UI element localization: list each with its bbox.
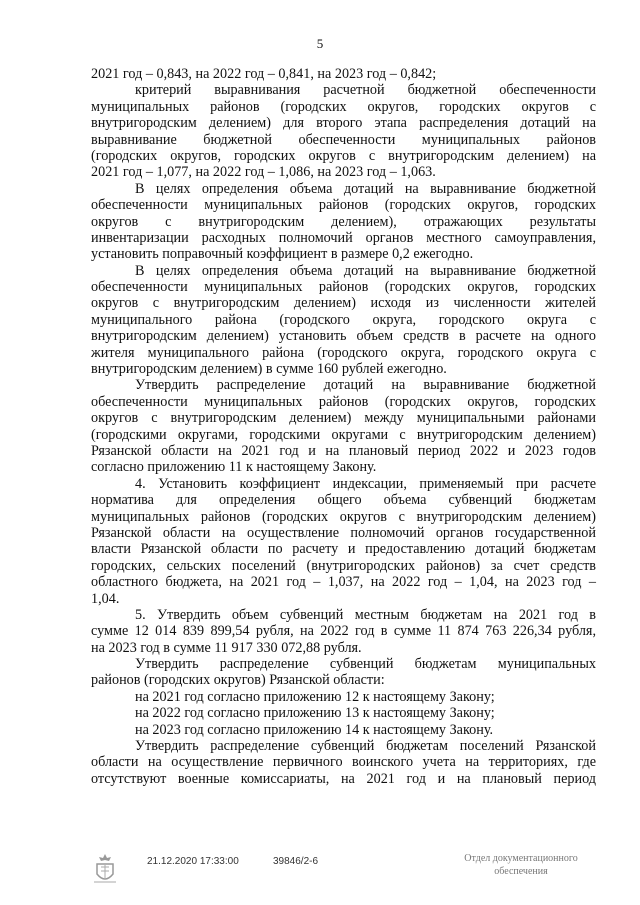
text-line: (городских округов, городских округов с внутригородским делением) на (91, 147, 596, 164)
text-line: В целях определения объема дотаций на выравнивание бюджетной (135, 180, 596, 197)
timestamp: 21.12.2020 17:33:00 (147, 856, 239, 867)
coat-of-arms-icon (92, 852, 118, 886)
text-line: отсутствуют военные комиссариаты, на 2021 год и на плановый период (91, 770, 596, 787)
text-line: городских, сельских поселений (внутригородских районов) за счет средств (91, 557, 596, 574)
text-line: внутригородским делением) установить объем средств в расчете на одного (91, 328, 596, 345)
text-line: (городскими округами, городскими округами с внутригородским делением) (91, 426, 596, 443)
department-stamp-line-1: Отдел документационного (464, 853, 578, 864)
text-line: на 2021 год согласно приложению 12 к настоящему Закону; (135, 688, 495, 705)
text-line: округов с внутригородским делением) исходя из численности жителей (91, 295, 596, 312)
text-line: сумме 12 014 839 899,54 рубля, на 2022 год в сумме 11 874 763 226,34 рубля, (91, 623, 596, 640)
text-line: власти Рязанской области по расчету и предоставлению дотаций бюджетам (91, 541, 596, 558)
text-line: области на осуществление первичного воинского учета на территориях, где (91, 754, 596, 771)
text-line: 2021 год – 0,843, на 2022 год – 0,841, на 2023 год – 0,842; (91, 66, 437, 82)
department-stamp (446, 852, 596, 878)
text-line: внутригородским делением) для второго этапа распределения дотаций на (91, 115, 596, 132)
text-line: обеспеченности муниципальных районов (городских округов, городских (91, 393, 596, 410)
text-line: установить поправочный коэффициент в размере 0,2 ежегодно. (91, 246, 474, 263)
text-line: Утвердить распределение субвенций бюджетам поселений Рязанской (135, 738, 596, 755)
text-line: Рязанской области на 2021 год и на плановый период 2022 и 2023 годов (91, 442, 596, 459)
text-line: согласно приложению 11 к настоящему Закону. (91, 459, 377, 476)
text-line: 4. Установить коэффициент индексации, применяемый при расчете (135, 475, 596, 492)
text-line: обеспеченности муниципальных районов (городских округов, городских (91, 279, 596, 296)
text-line: Рязанской области на осуществление полномочий органов государственной (91, 524, 596, 541)
text-line: выравнивание бюджетной обеспеченности муниципальных районов (91, 131, 596, 148)
text-line: инвентаризации расходных полномочий органов местного самоуправления, (91, 229, 596, 246)
text-line: норматива для определения общего объема субвенций бюджетам (91, 492, 596, 509)
text-line: критерий выравнивания расчетной бюджетной обеспеченности (135, 82, 596, 99)
text-line: на 2023 год в сумме 11 917 330 072,88 рубля. (91, 639, 362, 656)
text-line: В целях определения объема дотаций на выравнивание бюджетной (135, 262, 596, 279)
text-line: внутригородским делением) в сумме 160 рублей ежегодно. (91, 361, 447, 378)
text-line: 1,04. (91, 590, 120, 607)
document-number: 39846/2-6 (273, 856, 319, 867)
text-line: 2021 год – 1,077, на 2022 год – 1,086, на 2023 год – 1,063. (91, 164, 436, 181)
text-line: Утвердить распределение субвенций бюджетам муниципальных (135, 656, 596, 673)
text-line: на 2022 год согласно приложению 13 к настоящему Закону; (135, 705, 495, 722)
text-line: районов (городских округов) Рязанской области: (91, 672, 385, 689)
document-body (91, 66, 596, 787)
text-line: округов с внутригородским делением), отражающих результаты (91, 213, 596, 230)
text-line: муниципальных районов (городских округов, городских округов с (91, 98, 596, 115)
text-line: обеспеченности муниципальных районов (городских округов, городских (91, 197, 596, 214)
text-line: на 2023 год согласно приложению 14 к настоящему Закону. (135, 721, 494, 738)
text-line: 5. Утвердить объем субвенций местным бюджетам на 2021 год в (135, 606, 596, 623)
page-number: 5 (316, 36, 324, 51)
text-line: областного бюджета, на 2021 год – 1,037, на 2022 год – 1,04, на 2023 год – (91, 574, 596, 591)
footer (0, 852, 640, 892)
text-line: Утвердить распределение дотаций на выравнивание бюджетной (135, 377, 596, 394)
text-line: жителя муниципального района (городского округа, городского округа с (91, 344, 596, 361)
department-stamp-line-2: обеспечения (494, 866, 548, 877)
text-line: округов с внутригородским делением) между муниципальными районами (91, 410, 596, 427)
text-line: муниципальных районов (городских округов с внутригородским делением) (91, 508, 596, 525)
text-line: муниципального района (городского округа, городского округа с (91, 311, 596, 328)
